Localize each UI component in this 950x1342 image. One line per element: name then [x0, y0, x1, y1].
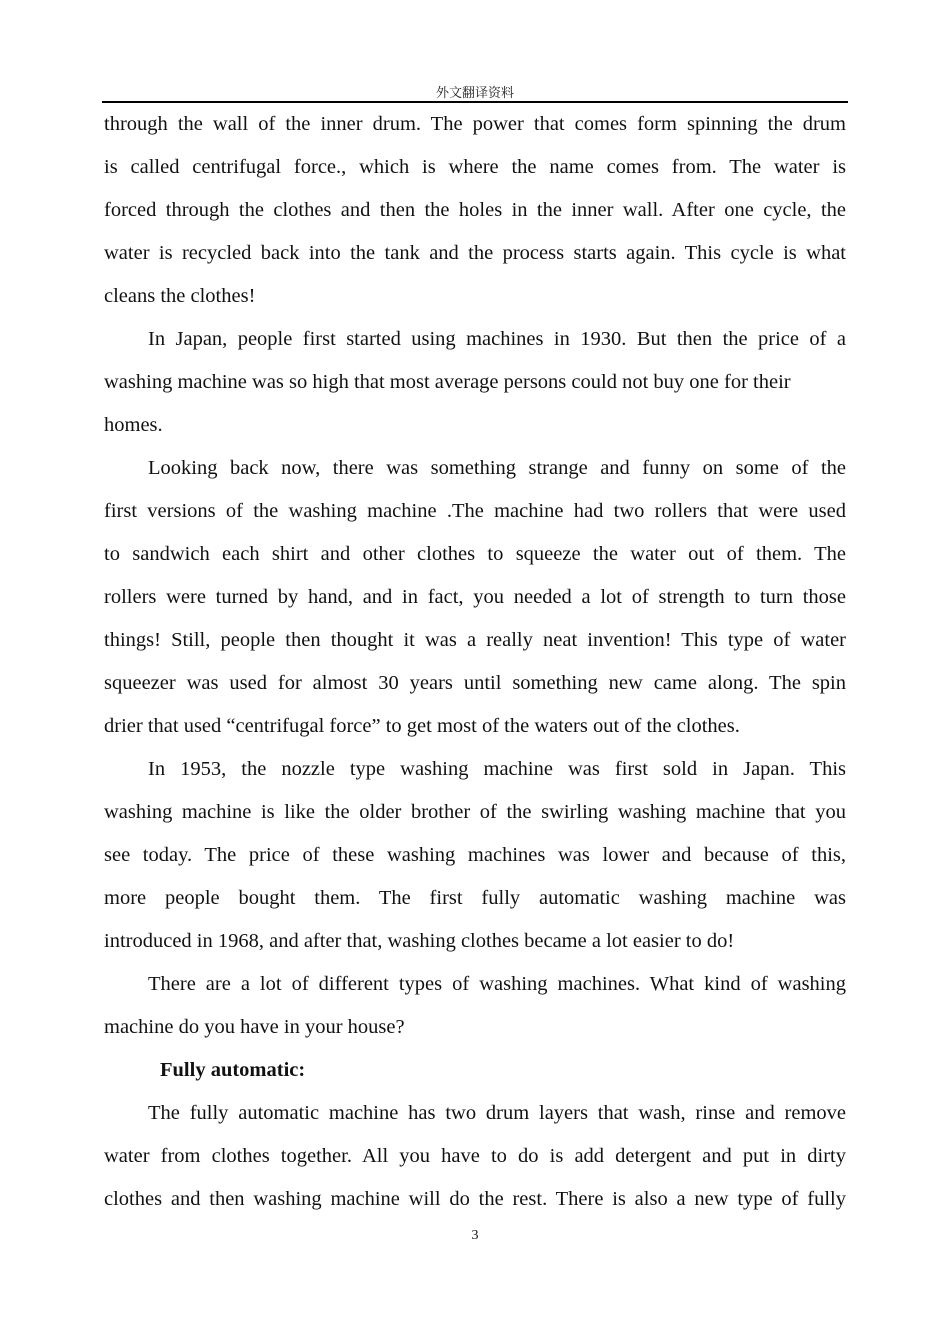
text-line: The fully automatic machine has two drum layers that wash, rinse and remove	[148, 1102, 846, 1124]
text-line: Looking back now, there was something strange and funny on some of the	[148, 457, 846, 479]
page-header-title: 外文翻译资料	[435, 86, 514, 101]
text-line: introduced in 1968, and after that, washing clothes became a lot easier to do!	[104, 930, 735, 952]
text-line: washing machine is like the older brother of the swirling washing machine that you	[104, 801, 846, 823]
document-body	[104, 103, 846, 1221]
text-line: homes.	[104, 414, 163, 436]
page-number: 3	[471, 1228, 479, 1243]
text-line: water from clothes together. All you have to do is add detergent and put in dirty	[104, 1145, 846, 1167]
text-line: to sandwich each shirt and other clothes to squeeze the water out of them. The	[104, 543, 846, 565]
text-line: things! Still, people then thought it was a really neat invention! This type of water	[104, 629, 846, 651]
text-line: forced through the clothes and then the holes in the inner wall. After one cycle, the	[104, 199, 846, 221]
text-line: is called centrifugal force., which is where the name comes from. The water is	[104, 156, 846, 178]
text-line: In Japan, people first started using machines in 1930. But then the price of a	[148, 328, 846, 350]
text-line: machine do you have in your house?	[104, 1016, 405, 1038]
text-line: water is recycled back into the tank and the process starts again. This cycle is what	[104, 242, 846, 264]
text-line: In 1953, the nozzle type washing machine was first sold in Japan. This	[148, 758, 846, 780]
text-line: There are a lot of different types of washing machines. What kind of washing	[148, 973, 846, 995]
text-line: more people bought them. The first fully automatic washing machine was	[104, 887, 846, 909]
text-line: squeezer was used for almost 30 years until something new came along. The spin	[104, 672, 846, 694]
text-line: rollers were turned by hand, and in fact, you needed a lot of strength to turn those	[104, 586, 846, 608]
text-line: drier that used “centrifugal force” to get most of the waters out of the clothes.	[104, 715, 740, 737]
text-line: first versions of the washing machine .The machine had two rollers that were used	[104, 500, 846, 522]
text-line: cleans the clothes!	[104, 285, 256, 307]
section-heading: Fully automatic:	[160, 1059, 306, 1081]
text-line: through the wall of the inner drum. The power that comes form spinning the drum	[104, 113, 846, 135]
text-line: washing machine was so high that most average persons could not buy one for their	[104, 371, 791, 393]
text-line: see today. The price of these washing machines was lower and because of this,	[104, 844, 846, 866]
text-line: clothes and then washing machine will do the rest. There is also a new type of fully	[104, 1188, 846, 1210]
